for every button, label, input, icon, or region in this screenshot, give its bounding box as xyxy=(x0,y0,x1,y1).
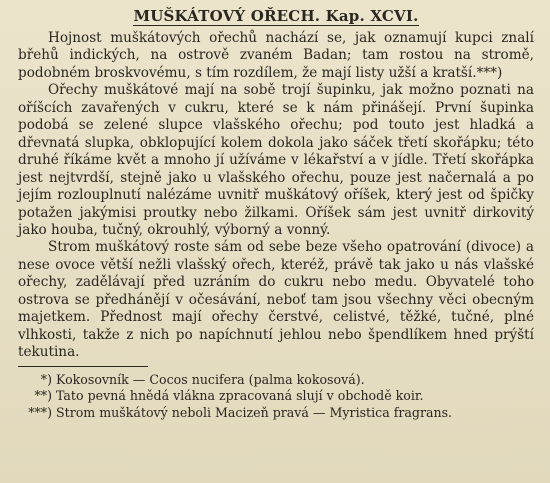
paragraph-1: Hojnost muškátových ořechů nachází se, jak oznamují kupci znalí břehů indických, na ostrově zvaném Badan; tam rostou na stromě, podobném broskvovému, s tím rozdílem, že mají listy užší a kratší.***) xyxy=(18,30,534,81)
footnote-rule xyxy=(18,366,148,367)
footnote-text: Kokosovník — Cocos nucifera (palma kokosová). xyxy=(56,371,365,387)
footnote-text: Tato pevná hnědá vlákna zpracovaná slují v obchodě koir. xyxy=(56,388,424,404)
footnote-text: Strom muškátový neboli Macizeň pravá — Myristica fragrans. xyxy=(56,404,453,420)
footnote-1 xyxy=(18,372,534,389)
footnote-3 xyxy=(18,405,534,422)
paragraph-2: Ořechy muškátové mají na sobě trojí šupinku, jak možno poznati na oříšcích zavařených v cukru, které se k nám přinášejí. První šupinka podobá se zelené slupce vlašského ořechu; pod touto jest hladká a dřevnatá slupka, obklopující kolem dokola jako sáček třetí skořápku; této druhé říkáme květ a mnoho jí užíváme v lékařství a v jídle. Třetí skořápka jest nejtvrdší, stejně jako u vlašského ořechu, pouze jest načernalá a po jejím rozlouplnutí nalézáme uvnitř muškátový oříšek, který jest od špičky potažen jakýmisi proutky nebo žilkami. Oříšek sám jest uvnitř dirkovitý jako houba, tučný, okrouhlý, výborný a vonný. xyxy=(18,82,534,238)
footnotes xyxy=(18,372,534,422)
footnote-mark: **) xyxy=(34,388,52,404)
footnote-mark: ***) xyxy=(28,404,52,420)
paragraph-3: Strom muškátový roste sám od sebe beze všeho opatrování (divoce) a nese ovoce větší nežli vlašský ořech, kteréž, právě tak jako u nás vlašské ořechy, zadělávají před uzráním do cukru nebo medu. Obyvatelé toho ostrova se předhánějí v očesávání, neboť tam jsou všechny věci obecným majetkem. Přednost mají ořechy čerstvé, celistvé, těžké, tučné, plné vlhkosti, takže z nich po napíchnutí jehlou nebo špendlíkem hned prýští tekutina. xyxy=(18,239,534,361)
chapter-title: MUŠKÁTOVÝ OŘECH. Kap. XCVI. xyxy=(133,7,419,25)
body-text xyxy=(18,30,534,362)
title-wrap xyxy=(18,6,534,26)
footnote-2 xyxy=(18,388,534,405)
footnote-mark: *) xyxy=(40,371,52,387)
